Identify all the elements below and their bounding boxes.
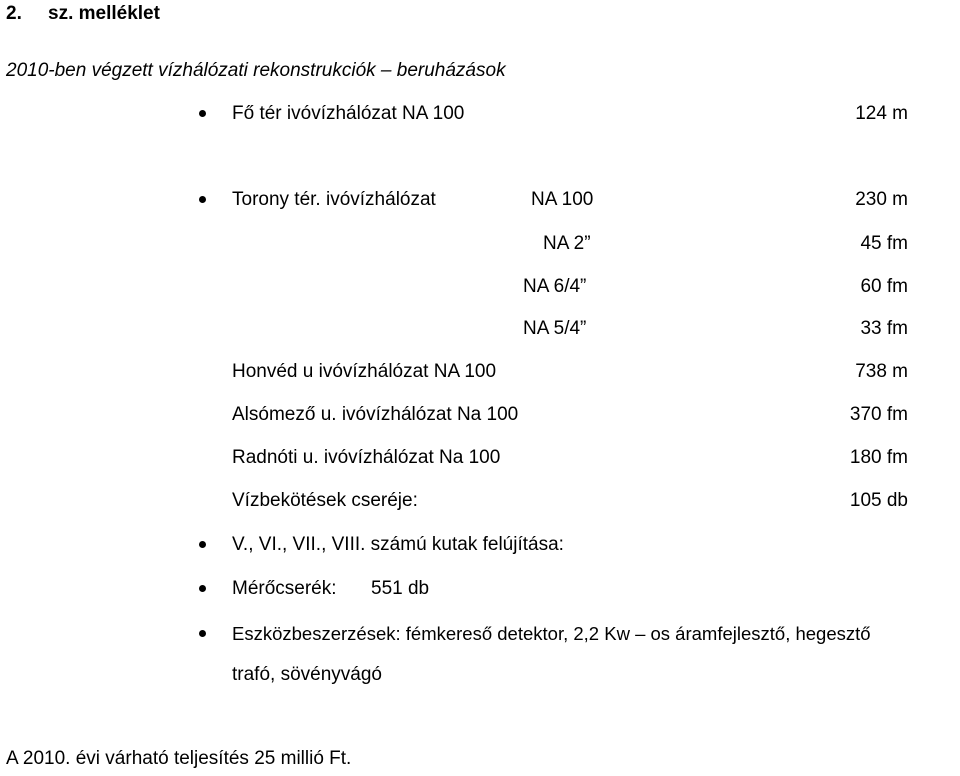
item-value: 60 fm	[860, 276, 908, 297]
item-label: Fő tér ivóvízhálózat NA 100	[232, 103, 465, 124]
item-size: NA 100	[531, 189, 594, 210]
item-value: 551 db	[371, 578, 430, 599]
bullet-icon	[199, 541, 206, 548]
item-value: 230 m	[855, 189, 908, 210]
bullet-icon	[199, 630, 206, 637]
item-label: Torony tér. ivóvízhálózat	[232, 189, 436, 210]
item-value: 180 fm	[849, 447, 908, 468]
item-value: 124 m	[855, 103, 908, 124]
item-size: NA 6/4”	[523, 276, 587, 297]
item-label: Alsómező u. ivóvízhálózat Na 100	[232, 404, 519, 425]
item-label: Honvéd u ivóvízhálózat NA 100	[232, 361, 497, 382]
item-label: trafó, sövényvágó	[232, 664, 382, 685]
item-size: NA 5/4”	[523, 318, 587, 339]
item-label: Vízbekötések cseréje:	[232, 490, 418, 511]
subtitle: 2010-ben végzett vízhálózati rekonstrukciók – beruházások	[6, 60, 506, 81]
heading-number: 2.	[6, 3, 22, 24]
bullet-icon	[199, 110, 206, 117]
item-label: Radnóti u. ivóvízhálózat Na 100	[232, 447, 501, 468]
item-label: Eszközbeszerzések: fémkereső detektor, 2,2 Kw – os áramfejlesztő, hegesztő	[232, 623, 871, 644]
footer-note: A 2010. évi várható teljesítés 25 millió Ft.	[6, 748, 352, 769]
item-value: 105 db	[849, 490, 908, 511]
item-label: Mérőcserék:	[232, 578, 337, 599]
bullet-icon	[199, 585, 206, 592]
item-value: 33 fm	[860, 318, 908, 339]
item-value: 45 fm	[860, 233, 908, 254]
item-value: 738 m	[855, 361, 908, 382]
bullet-icon	[199, 196, 206, 203]
item-label: V., VI., VII., VIII. számú kutak felújítása:	[232, 534, 564, 555]
item-value: 370 fm	[849, 404, 908, 425]
item-size: NA 2”	[543, 233, 591, 254]
heading-title: sz. melléklet	[48, 3, 160, 24]
